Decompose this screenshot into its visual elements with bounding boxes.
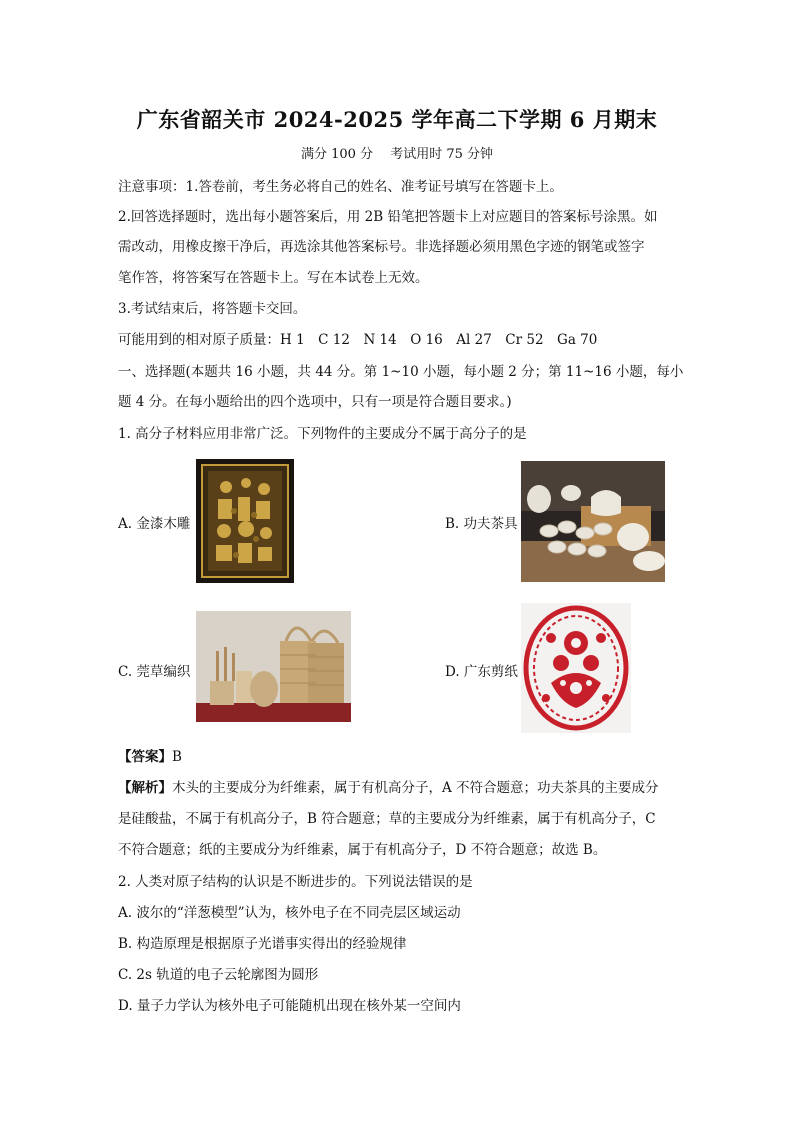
atomic-mass-line: 可能用到的相对原子质量：H 1 C 12 N 14 O 16 Al 27 Cr 52 Ga 70 xyxy=(118,332,598,348)
q1-option-d: D. 广东剪纸 xyxy=(445,664,518,680)
notice-line-4: 笔作答，将答案写在答题卡上。写在本试卷上无效。 xyxy=(118,270,429,286)
answer-tag: 【答案】 xyxy=(118,749,172,765)
notice-line-2: 2.回答选择题时，选出每小题答案后，用 2B 铅笔把答题卡上对应题目的答案标号涂黑。如 xyxy=(118,209,658,225)
tea-set-image xyxy=(521,461,665,582)
notice-line-5: 3.考试结束后，将答题卡交回。 xyxy=(118,301,307,317)
q2-option-b: B. 构造原理是根据原子光谱事实得出的经验规律 xyxy=(118,936,407,952)
page-title: 广东省韶关市 2024-2025 学年高二下学期 6 月期末 xyxy=(136,107,658,132)
analysis-text-1: 木头的主要成分为纤维素，属于有机高分子，A 不符合题意；功夫茶具的主要成分 xyxy=(172,780,659,796)
paper-cutting-image xyxy=(521,603,631,733)
page-subtitle: 满分 100 分 考试用时 75 分钟 xyxy=(300,147,494,162)
analysis-tag: 【解析】 xyxy=(118,780,172,796)
notice-line-3: 需改动，用橡皮擦干净后，再选涂其他答案标号。非选择题必须用黑色字迹的钢笔或签字 xyxy=(118,239,645,255)
q1-option-c: C. 莞草编织 xyxy=(118,664,191,680)
q1-analysis-line-3: 不符合题意；纸的主要成分为纤维素，属于有机高分子，D 不符合题意；故选 B。 xyxy=(118,842,607,858)
q1-option-a: A. 金漆木雕 xyxy=(118,516,191,532)
wood-carving-image xyxy=(196,459,294,583)
section-1-line-1: 一、选择题(本题共 16 小题，共 44 分。第 1~10 小题，每小题 2 分；第 11~16 小题，每小 xyxy=(118,364,684,380)
q1-option-b: B. 功夫茶具 xyxy=(445,516,518,532)
q2-option-c: C. 2s 轨道的电子云轮廓图为圆形 xyxy=(118,967,319,983)
q2-option-a: A. 波尔的“洋葱模型”认为，核外电子在不同壳层区域运动 xyxy=(118,905,461,921)
q2-stem: 2. 人类对原子结构的认识是不断进步的。下列说法错误的是 xyxy=(118,874,473,890)
q1-stem: 1. 高分子材料应用非常广泛。下列物件的主要成分不属于高分子的是 xyxy=(118,426,527,442)
woven-baskets-image xyxy=(196,611,351,722)
q2-option-d: D. 量子力学认为核外电子可能随机出现在核外某一空间内 xyxy=(118,998,461,1014)
notice-line-1: 注意事项：1.答卷前，考生务必将自己的姓名、准考证号填写在答题卡上。 xyxy=(118,179,563,195)
answer-value: B xyxy=(172,749,182,765)
section-1-line-2: 题 4 分。在每小题给出的四个选项中，只有一项是符合题目要求。) xyxy=(118,394,512,410)
q1-analysis-line-2: 是硅酸盐，不属于有机高分子，B 符合题意；草的主要成分为纤维素，属于有机高分子，C xyxy=(118,811,656,827)
q1-answer xyxy=(118,748,678,766)
q1-analysis-line-1 xyxy=(118,779,678,797)
